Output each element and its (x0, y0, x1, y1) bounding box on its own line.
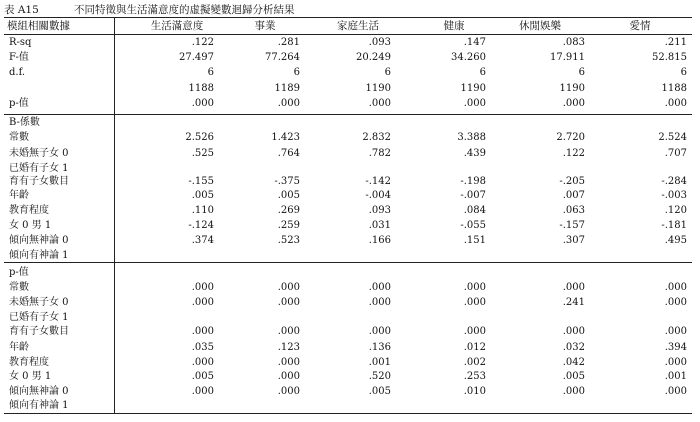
table-cell: .093 (368, 37, 391, 48)
row-label: 年齡 (9, 342, 29, 353)
table-cell: .000 (562, 386, 585, 397)
table-cell: .093 (368, 205, 391, 216)
table-row (0, 50, 700, 66)
column-header: 生活滿意度 (150, 20, 204, 32)
table-cell: .000 (463, 282, 486, 293)
table-cell: .120 (664, 205, 687, 216)
b-section-heading (0, 115, 700, 131)
table-cell: .000 (191, 386, 214, 397)
table-row (0, 146, 700, 162)
table-cell: 2.526 (185, 132, 214, 143)
table-row (0, 130, 700, 146)
b-heading-label: B-係數 (9, 117, 40, 128)
table-cell: 1.423 (271, 132, 300, 143)
table-cell: .281 (277, 37, 300, 48)
table-cell: .211 (664, 37, 687, 48)
table-cell: .042 (562, 357, 585, 368)
table-cell: 1188 (661, 83, 687, 94)
table-row (0, 280, 700, 296)
table-number: 表 A15 (4, 4, 39, 16)
table-cell: .000 (191, 297, 214, 308)
row-label: F-值 (9, 52, 29, 63)
table-cell: .166 (368, 235, 391, 246)
row-label: 教育程度 (9, 205, 49, 216)
table-cell: 17.911 (550, 52, 585, 63)
table-cell: .147 (463, 37, 486, 48)
table-cell: .000 (463, 326, 486, 337)
table-cell: .151 (463, 235, 486, 246)
table-cell: -.003 (661, 190, 687, 201)
table-cell: -.055 (460, 220, 486, 231)
table-row (0, 65, 700, 81)
table-cell: -.205 (559, 176, 585, 187)
table-cell: 6 (680, 67, 687, 78)
table-cell: .782 (368, 148, 391, 159)
table-cell: .253 (463, 371, 486, 382)
table-header-row (0, 18, 700, 34)
table-cell: .110 (191, 205, 214, 216)
table-row (0, 340, 700, 356)
table-cell: .000 (463, 98, 486, 109)
table-cell: .000 (664, 98, 687, 109)
p-section-heading (0, 265, 700, 281)
table-cell: .000 (562, 326, 585, 337)
table-cell: -.181 (661, 220, 687, 231)
table-row (0, 369, 700, 385)
row-label: 傾向有神論 1 (9, 250, 69, 261)
row-label: 常數 (9, 282, 29, 293)
table-cell: 1190 (559, 83, 585, 94)
table-cell: .000 (277, 282, 300, 293)
table-cell: .000 (368, 282, 391, 293)
table-cell: .707 (664, 148, 687, 159)
table-cell: .136 (368, 342, 391, 353)
table-cell: .001 (368, 357, 391, 368)
column-header: 健康 (443, 20, 465, 32)
table-row (0, 248, 700, 264)
row-label: 常數 (9, 132, 29, 143)
row-label: 傾向無神論 0 (9, 235, 69, 246)
table-row (0, 218, 700, 234)
table-cell: .000 (664, 297, 687, 308)
row-label: p-值 (9, 98, 29, 109)
table-cell: .394 (664, 342, 687, 353)
table-row (0, 233, 700, 249)
table-cell: .000 (277, 371, 300, 382)
table-cell: 3.388 (457, 132, 486, 143)
table-cell: .000 (368, 297, 391, 308)
table-cell: 77.264 (265, 52, 300, 63)
row-label: 已婚有子女 1 (9, 312, 69, 323)
table-cell: .012 (463, 342, 486, 353)
table-cell: 27.497 (179, 52, 214, 63)
table-title: 不同特徵與生活滿意度的虛擬變數迴歸分析結果 (74, 4, 295, 16)
table-cell: .084 (463, 205, 486, 216)
table-cell: .000 (277, 297, 300, 308)
table-row (0, 188, 700, 204)
column-header: 愛情 (629, 20, 651, 32)
table-cell: .000 (191, 98, 214, 109)
table-cell: -.142 (365, 176, 391, 187)
table-cell: .000 (277, 357, 300, 368)
table-cell: .000 (191, 326, 214, 337)
column-header: 家庭生活 (337, 20, 379, 32)
row-label: 已婚有子女 1 (9, 163, 69, 174)
table-cell: 6 (479, 67, 486, 78)
table-cell: 2.524 (658, 132, 687, 143)
table-cell: .525 (191, 148, 214, 159)
table-cell: .374 (191, 235, 214, 246)
table-cell: .122 (191, 37, 214, 48)
row-label: 女 0 男 1 (9, 371, 52, 382)
table-cell: .000 (664, 386, 687, 397)
table-cell: 2.832 (362, 132, 391, 143)
table-cell: 6 (293, 67, 300, 78)
table-cell: .000 (277, 386, 300, 397)
table-cell: -.284 (661, 176, 687, 187)
table-cell: .259 (277, 220, 300, 231)
table-cell: .000 (664, 326, 687, 337)
table-cell: .000 (277, 326, 300, 337)
table-cell: .063 (562, 205, 585, 216)
table-cell: .005 (191, 371, 214, 382)
table-cell: .122 (562, 148, 585, 159)
table-cell: .495 (664, 235, 687, 246)
table-cell: .241 (562, 297, 585, 308)
table-cell: .031 (368, 220, 391, 231)
table-cell: .307 (562, 235, 585, 246)
table-cell: 6 (384, 67, 391, 78)
table-cell: 1190 (365, 83, 391, 94)
header-label: 模組相關數據 (7, 20, 70, 32)
row-label: d.f. (9, 67, 26, 78)
table-cell: .764 (277, 148, 300, 159)
table-cell: 52.815 (652, 52, 687, 63)
table-cell: .035 (191, 342, 214, 353)
table-cell: .000 (191, 357, 214, 368)
table-cell: -.198 (460, 176, 486, 187)
table-cell: -.375 (274, 176, 300, 187)
table-cell: .000 (368, 98, 391, 109)
p-heading-label: p-值 (9, 267, 29, 278)
row-label: 女 0 男 1 (9, 220, 52, 231)
table-row (0, 324, 700, 340)
table-cell: .000 (664, 357, 687, 368)
table-cell: .000 (277, 98, 300, 109)
table-cell: 6 (578, 67, 585, 78)
table-cell: -.155 (188, 176, 214, 187)
table-row (0, 295, 700, 311)
row-label: 年齡 (9, 190, 29, 201)
table-row (0, 35, 700, 51)
table-cell: .123 (277, 342, 300, 353)
table-cell: -.004 (365, 190, 391, 201)
table-cell: .000 (463, 297, 486, 308)
table-cell: .439 (463, 148, 486, 159)
table-cell: .010 (463, 386, 486, 397)
table-cell: -.124 (188, 220, 214, 231)
table-cell: .000 (368, 326, 391, 337)
row-label: 教育程度 (9, 357, 49, 368)
table-caption (4, 2, 295, 17)
row-label: 育有子女數目 (9, 176, 69, 187)
row-label: 傾向無神論 0 (9, 386, 69, 397)
table-cell: 34.260 (451, 52, 486, 63)
table-cell: .005 (277, 190, 300, 201)
table-cell: .269 (277, 205, 300, 216)
table-cell: .523 (277, 235, 300, 246)
table-cell: 2.720 (556, 132, 585, 143)
table-cell: 1188 (188, 83, 214, 94)
table-cell: 1189 (274, 83, 300, 94)
column-header: 休閒娛樂 (519, 20, 561, 32)
table-cell: 20.249 (356, 52, 391, 63)
row-label: 未婚無子女 0 (9, 148, 69, 159)
table-cell: .005 (191, 190, 214, 201)
table-row (0, 81, 700, 97)
table-cell: .005 (368, 386, 391, 397)
table-cell: 1190 (460, 83, 486, 94)
column-header: 事業 (254, 20, 276, 32)
row-label: 傾向有神論 1 (9, 400, 69, 411)
table-row (0, 203, 700, 219)
table-cell: -.007 (460, 190, 486, 201)
table-cell: .002 (463, 357, 486, 368)
table-cell: .001 (664, 371, 687, 382)
table-cell: -.157 (559, 220, 585, 231)
table-cell: .083 (562, 37, 585, 48)
table-cell: 6 (207, 67, 214, 78)
table-cell: .032 (562, 342, 585, 353)
table-row (0, 96, 700, 112)
table-cell: .005 (562, 371, 585, 382)
row-label: 未婚無子女 0 (9, 297, 69, 308)
table-cell: .007 (562, 190, 585, 201)
table-row (0, 398, 700, 414)
table-cell: .000 (664, 282, 687, 293)
table-cell: .520 (368, 371, 391, 382)
table-cell: .000 (562, 282, 585, 293)
row-label: 育有子女數目 (9, 326, 69, 337)
table-cell: .000 (562, 98, 585, 109)
table-cell: .000 (191, 282, 214, 293)
row-label: R-sq (9, 37, 32, 48)
